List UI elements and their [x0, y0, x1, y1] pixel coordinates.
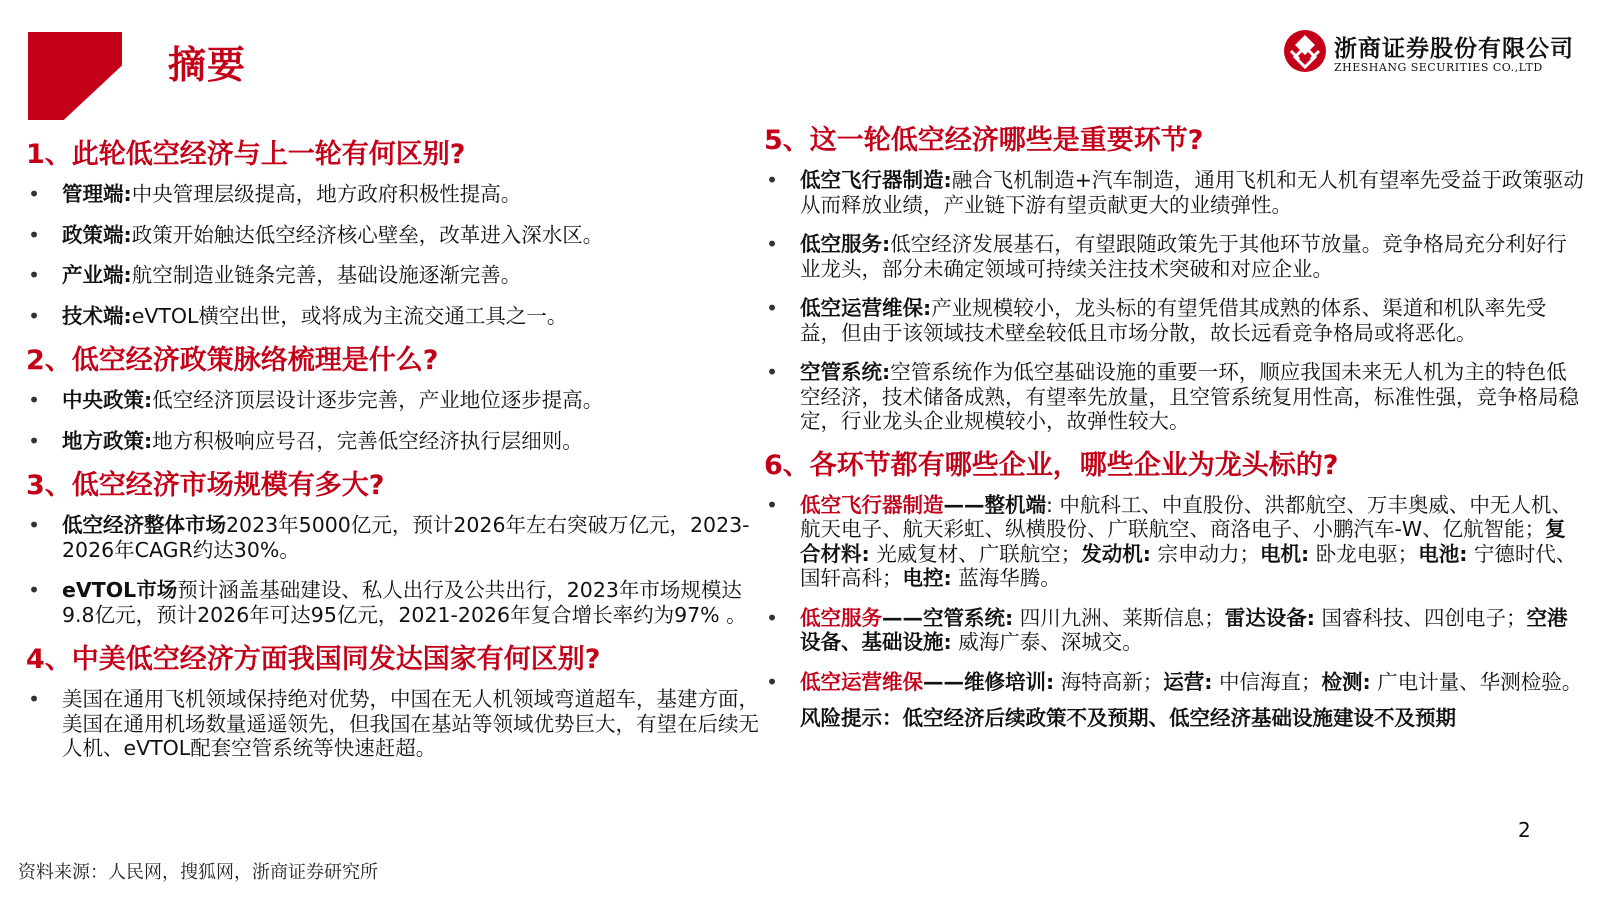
list-item: • 美国在通用飞机领域保持绝对优势，中国在无人机领域弯道超车，基建方面，美国在通用机场数量遥遥领先，但我国在基站等领域优势巨大，有望在后续无人机、eVTOL配套空管系统等快速赶超。 [26, 687, 762, 761]
list-item: • 产业端:航空制造业链条完善，基础设施逐渐完善。 [26, 263, 762, 288]
list-item: • eVTOL市场预计涵盖基础建设、私人出行及公共出行，2023年市场规模达9.8亿元，预计2026年可达95亿元，2021-2026年复合增长率约为97% 。 [26, 578, 762, 627]
list-item: • 管理端:中央管理层级提高，地方政府积极性提高。 [26, 182, 762, 207]
section-heading-5: 5、这一轮低空经济哪些是重要环节? [764, 125, 1204, 156]
section-4-list [26, 687, 762, 761]
zheshang-logo-icon [1282, 28, 1328, 74]
page-title: 摘要 [168, 43, 247, 87]
section-heading-3: 3、低空经济市场规模有多大? [26, 470, 385, 501]
list-item: • 低空服务——空管系统: 四川九洲、莱斯信息；雷达设备: 国睿科技、四创电子；空港设备、基础设施: 威海广泰、深城交。 [764, 606, 1584, 655]
section-1-list [26, 182, 762, 328]
section-5-list [764, 168, 1584, 434]
section-heading-2: 2、低空经济政策脉络梳理是什么? [26, 345, 439, 376]
section-3-list [26, 513, 762, 627]
page-number: 2 [1518, 818, 1531, 842]
list-item: • 中央政策:低空经济顶层设计逐步完善，产业地位逐步提高。 [26, 388, 762, 413]
list-item: • 低空飞行器制造——整机端: 中航科工、中直股份、洪都航空、万丰奥威、中无人机、航天电子、航天彩虹、纵横股份、广联航空、商洛电子、小鹏汽车-W、亿航智能；复合材料: 光威复材、广联航空；发动机: 宗申动力；电机: 卧龙电驱；电池: 宁德时代、国轩高科；电控: 蓝海华腾。 [764, 493, 1584, 591]
risk-warning: 风险提示：低空经济后续政策不及预期、低空经济基础设施建设不及预期 [800, 706, 1456, 730]
list-item: • 低空服务:低空经济发展基石，有望跟随政策先于其他环节放量。竞争格局充分利好行业龙头，部分未确定领域可持续关注技术突破和对应企业。 [764, 232, 1584, 281]
section-heading-6: 6、各环节都有哪些企业，哪些企业为龙头标的? [764, 449, 1339, 481]
section-2-list [26, 388, 762, 453]
list-item: • 低空运营维保:产业规模较小，龙头标的有望凭借其成熟的体系、渠道和机队率先受益，但由于该领域技术壁垒较低且市场分散，故长远看竞争格局或将恶化。 [764, 296, 1584, 345]
section-6-list [764, 493, 1584, 695]
list-item: • 低空飞行器制造:融合飞机制造+汽车制造，通用飞机和无人机有望率先受益于政策驱动从而释放业绩，产业链下游有望贡献更大的业绩弹性。 [764, 168, 1584, 217]
list-item: • 低空经济整体市场2023年5000亿元，预计2026年左右突破万亿元，2023-2026年CAGR约达30%。 [26, 513, 762, 562]
section-heading-1: 1、此轮低空经济与上一轮有何区别? [26, 139, 466, 170]
list-item: • 低空运营维保——维修培训: 海特高新；运营: 中信海直；检测: 广电计量、华测检验。 [764, 670, 1584, 695]
source-note: 资料来源：人民网，搜狐网，浙商证券研究所 [18, 862, 378, 883]
list-item: • 空管系统:空管系统作为低空基础设施的重要一环，顺应我国未来无人机为主的特色低空经济，技术储备成熟，有望率先放量，且空管系统复用性高，标准性强，竞争格局稳定，行业龙头企业规模较小，故弹性较大。 [764, 360, 1584, 434]
title-accent-shape [28, 32, 122, 120]
right-column [764, 124, 1584, 731]
logo-english-name: ZHESHANG SECURITIES CO.,LTD [1334, 61, 1543, 74]
list-item: • 地方政策:地方积极响应号召，完善低空经济执行层细则。 [26, 429, 762, 454]
company-logo [1282, 28, 1572, 78]
list-item: • 政策端:政策开始触达低空经济核心壁垒，改革进入深水区。 [26, 223, 762, 248]
left-column [26, 138, 762, 777]
section-heading-4: 4、中美低空经济方面我国同发达国家有何区别? [26, 644, 601, 675]
list-item: • 技术端:eVTOL横空出世，或将成为主流交通工具之一。 [26, 304, 762, 329]
logo-chinese-name: 浙商证券股份有限公司 [1334, 36, 1574, 62]
